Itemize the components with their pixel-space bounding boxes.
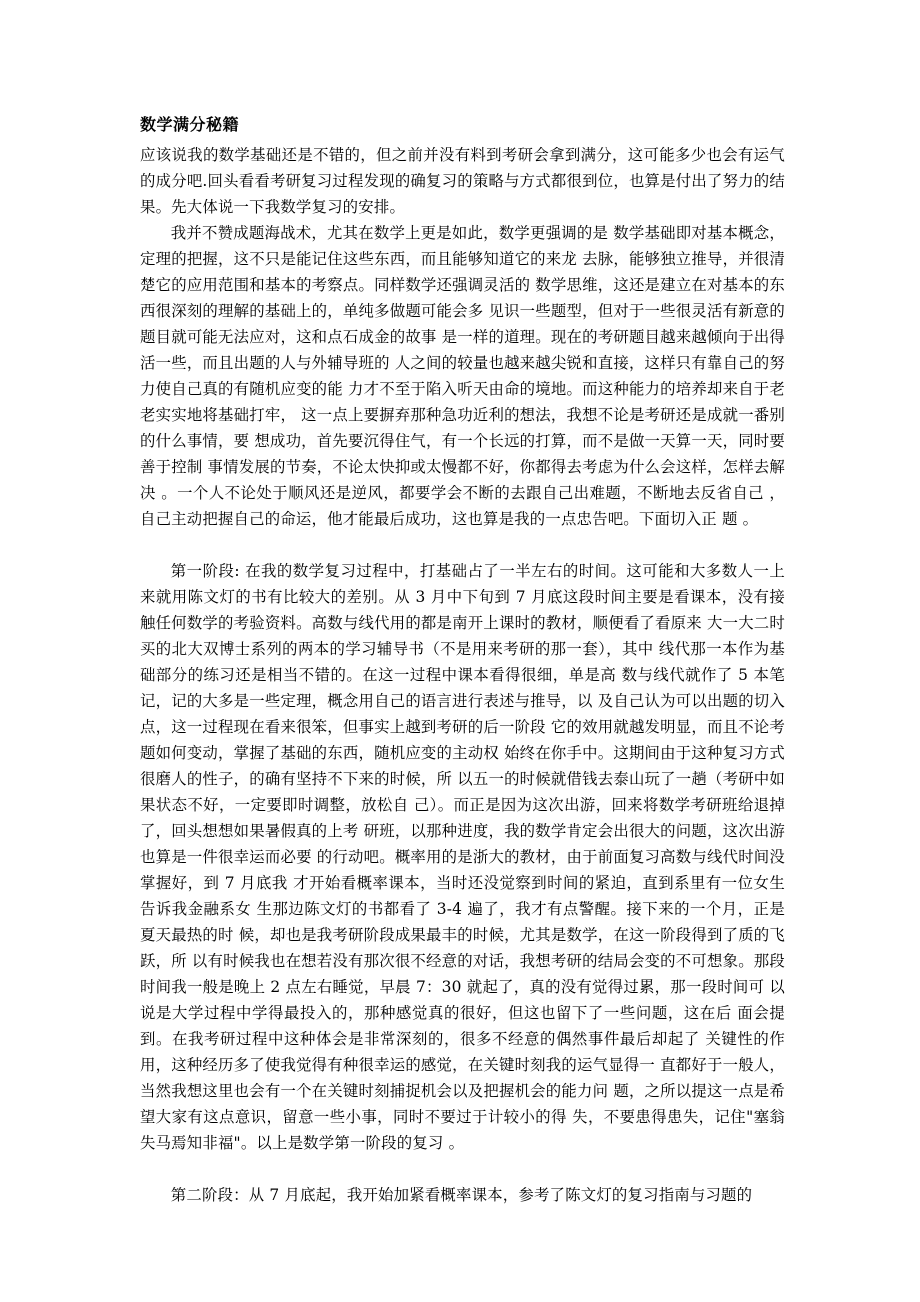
paragraph-intro: 应该说我的数学基础还是不错的，但之前并没有料到考研会拿到满分，这可能多少也会有运气的成分吧.回头看看考研复习过程发现的确复习的策略与方式都很到位，也算是付出了努力的结果。先大体说一下我数学复习的安排。 — [140, 146, 785, 216]
document-page — [140, 112, 785, 1208]
paragraph-stage-one: 第一阶段: 在我的数学复习过程中，打基础占了一半左右的时间。这可能和大多数人一上来就用陈文灯的书有比较大的差别。从 3 月中下旬到 7 月底这段时间主要是看课本，没有接触任何数学的考验资料。高数与线代用的都是南开上课时的教材，顺便看了看原来 大一大二时买的北大双博士系列的两本的学习辅导书（不是用来考研的那一套），其中 线代那一本作为基础部分的练习还是相当不错的。在这一过程中课本看得很细，单是高 数与线代就作了 5 本笔记，记的大多是一些定理，概念用自己的语言进行表述与推导，以 及自己认为可以出题的切入点，这一过程现在看来很笨，但事实上越到考研的后一阶段 它的效用就越发明显，而且不论考题如何变动，掌握了基础的东西，随机应变的主动权 始终在你手中。这期间由于这种复习方式很磨人的性子，的确有坚持不下来的时候，所 以五一的时候就借钱去泰山玩了一趟（考研中如果状态不好，一定要即时调整，放松自 己）。而正是因为这次出游，回来将数学考研班给退掉了，回头想想如果暑假真的上考 研班，以那种进度，我的数学肯定会出很大的问题，这次出游也算是一件很幸运而必要 的行动吧。概率用的是浙大的教材，由于前面复习高数与线代时间没掌握好，到 7 月底我 才开始看概率课本，当时还没觉察到时间的紧迫，直到系里有一位女生告诉我金融系女 生那边陈文灯的书都看了 3-4 遍了，我才有点警醒。接下来的一个月，正是夏天最热的时 候，却也是我考研阶段成果最丰的时候，尤其是数学，在这一阶段得到了质的飞跃，所 以有时候我也在想若没有那次很不经意的对话，我想考研的结局会变的不可想象。那段 时间我一般是晚上 2 点左右睡觉，早晨 7：30 就起了，真的没有觉得过累，那一段时间可 以说是大学过程中学得最投入的，那种感觉真的很好，但这也留下了一些问题，这在后 面会提到。在我考研过程中这种体会是非常深刻的，很多不经意的偶然事件最后却起了 关键性的作用，这种经历多了使我觉得有种很幸运的感觉，在关键时刻我的运气显得一 直都好于一般人，当然我想这里也会有一个在关键时刻捕捉机会以及把握机会的能力问 题，之所以提这一点是希望大家有这点意识，留意一些小事，同时不要过于计较小的得 失，不要患得患失，记住"塞翁失马焉知非福"。以上是数学第一阶段的复习 。 — [140, 562, 785, 1152]
paragraph-study-philosophy: 我并不赞成题海战术，尤其在数学上更是如此，数学更强调的是 数学基础即对基本概念，定理的把握，这不只是能记住这些东西，而且能够知道它的来龙 去脉，能够独立推导，并很清楚它的应用范围和基本的考察点。同样数学还强调灵活的 数学思维，这还是建立在对基本的东西很深刻的理解的基础上的，单纯多做题可能会多 见识一些题型，但对于一些很灵活有新意的题目就可能无法应对，这和点石成金的故事 是一样的道理。现在的考研题目越来越倾向于出得活一些，而且出题的人与外辅导班的 人之间的较量也越来越尖锐和直接，这样只有靠自己的努力使自己真的有随机应变的能 力才不至于陷入听天由命的境地。而这种能力的培养却来自于老老实实地将基础打牢， 这一点上要摒弃那种急功近利的想法，我想不论是考研还是成就一番别的什么事情，要 想成功，首先要沉得住气，有一个长远的打算，而不是做一天算一天，同时要善于控制 事情发展的节奏，不论太快抑或太慢都不好，你都得去考虑为什么会这样，怎样去解决 。一个人不论处于顺风还是逆风，都要学会不断的去跟自己出难题，不断地去反省自己 ，自己主动把握自己的命运，他才能最后成功，这也算是我的一点忠告吧。下面切入正 题 。 — [140, 224, 785, 528]
document-title: 数学满分秘籍 — [140, 115, 240, 134]
paragraph-stage-two: 第二阶段：从 7 月底起，我开始加紧看概率课本，参考了陈文灯的复习指南与习题的 — [170, 1186, 753, 1204]
